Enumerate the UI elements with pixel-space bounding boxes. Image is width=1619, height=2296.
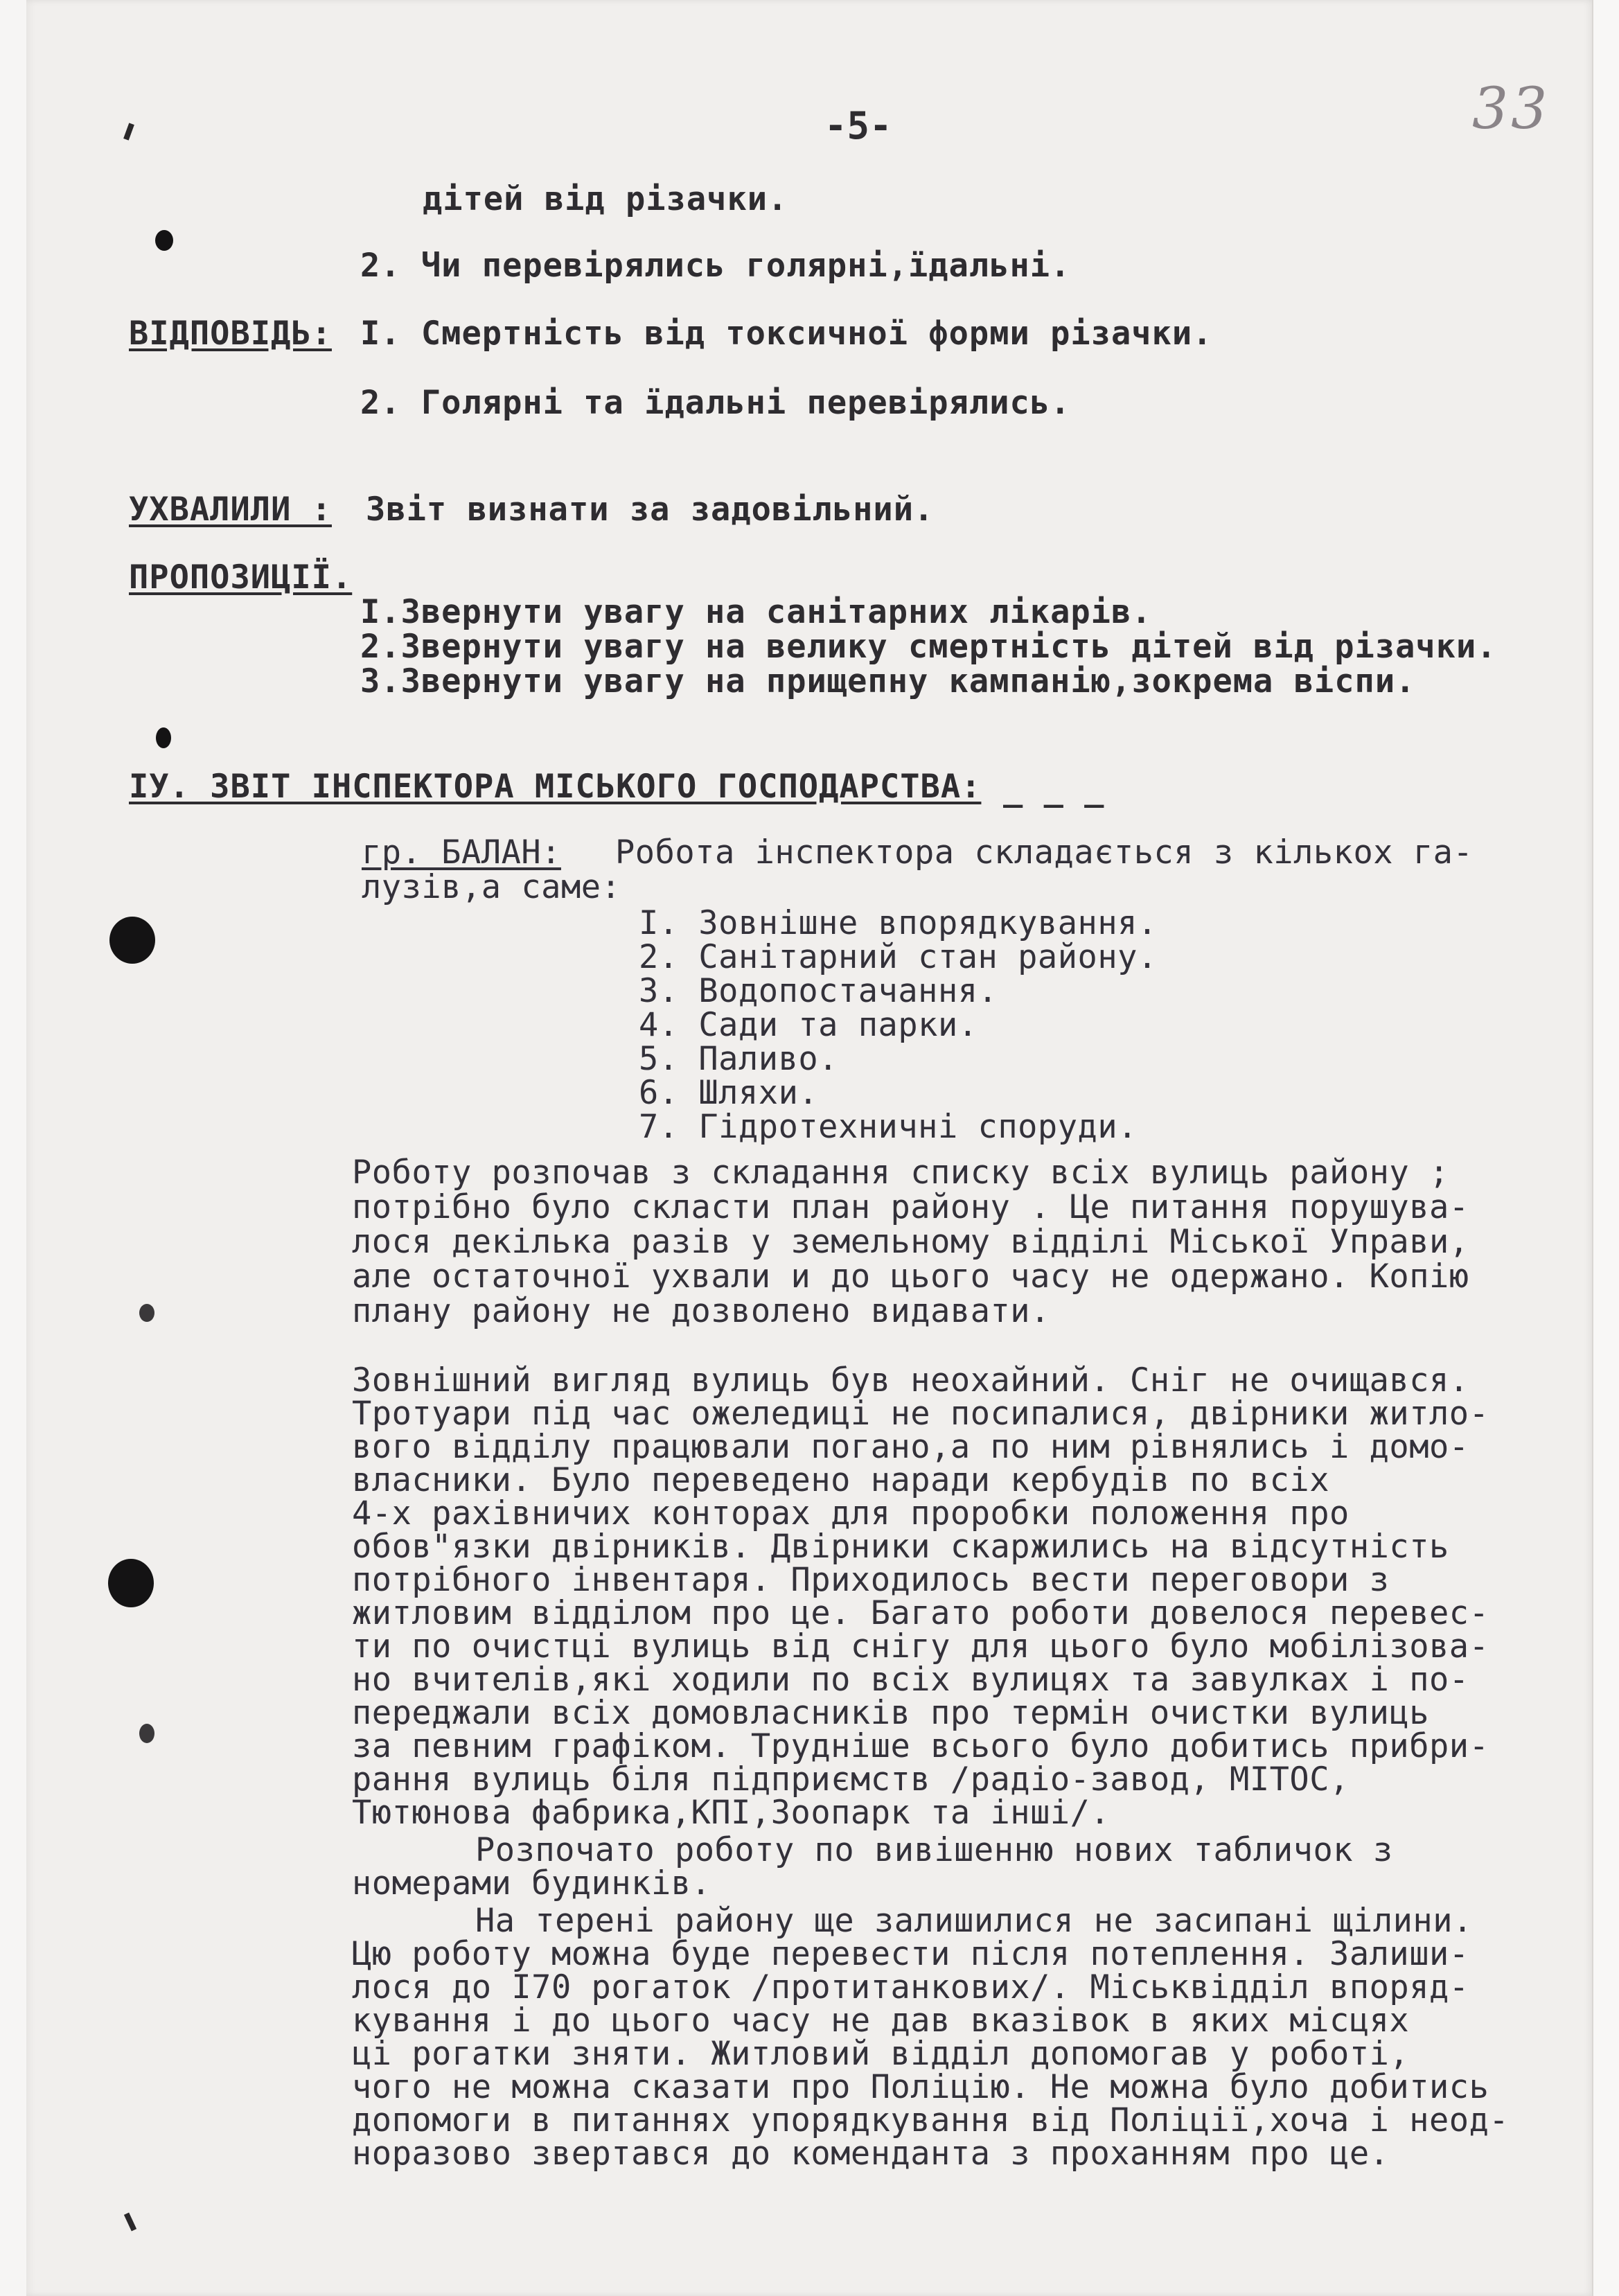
paragraph-line: норазово звертався до коменданта з проханням про це. [352,2135,1390,2173]
inspector-list-item: 5. Паливо. [639,1040,838,1078]
paragraph-line: але остаточної ухвали и до цього часу не одержано. Копію [352,1257,1469,1296]
paragraph-line: за певним графіком. Трудніше всього було добитись прибри- [352,1727,1489,1765]
paragraph-line: Роботу розпочав з складання списку всіх вулиць району ; [352,1154,1449,1192]
intro-line: лузів,а саме: [362,868,621,906]
inspector-list-item: 7. Гідротехничні споруди. [639,1108,1138,1146]
paragraph-line: допомоги в питаннях упорядкування від Поліції,хоча і неод- [352,2101,1510,2139]
binder-hole [139,1724,154,1743]
intro-line: Робота інспектора складається з кількох га- [615,833,1474,872]
section-heading: ІУ. ЗВІТ ІНСПЕКТОРА МІСЬКОГО ГОСПОДАРСТВА: [129,768,982,806]
binder-hole [108,1559,154,1607]
resolved-label: УХВАЛИЛИ : [129,491,332,529]
binder-hole [139,1304,154,1322]
paragraph-line: ти по очистці вулиць від снігу для цього було мобілізова- [352,1627,1489,1666]
proposals-label: ПРОПОЗИЦІЇ. [129,558,353,597]
page-number: -5- [824,104,892,148]
paragraph-line: вого відділу працювали погано,а по ним рівнялись і домо- [352,1428,1469,1466]
paragraph-line: плану району не дозволено видавати. [352,1292,1050,1330]
paragraph-line: житловим відділом про це. Багато роботи довелося перевес- [352,1594,1489,1632]
paragraph-line: 4-х рахівничих конторах для проробки положення про [352,1494,1350,1533]
binder-hole [155,230,173,251]
inspector-list-item: 2. Санітарний стан району. [639,938,1158,976]
paragraph-line: лося декілька разів у земельному відділі Міської Управи, [352,1223,1469,1261]
paragraph-line: потрібно було скласти план району . Це питання порушува- [352,1188,1469,1226]
text-line: 2. Чи перевірялись голярні,їдальні. [360,247,1071,285]
proposal-item: 2.Звернути увагу на велику смертність дітей від різачки. [360,628,1497,666]
paragraph-line: Цю роботу можна буде перевести після потеплення. Залиши- [352,1935,1469,1973]
answer-line: 2. Голярні та їдальні перевірялись. [360,384,1071,422]
paragraph-line: чого не можна сказати про Поліцію. Не можна було добитись [352,2068,1489,2106]
paragraph-line: Тротуари під час ожеледиці не посипалися, двірники житло- [352,1395,1489,1433]
inspector-list-item: І. Зовнішне впорядкування. [639,904,1158,942]
paragraph-line: Розпочато роботу по вивішенню нових табличок з [475,1831,1393,1869]
paragraph-line: переджали всіх домовласників про термін очистки вулиць [352,1694,1430,1732]
inspector-list-item: 6. Шляхи. [639,1074,819,1112]
paragraph-line: обов"язки двірників. Двірники скаржились на відсутність [352,1528,1449,1566]
paragraph-line: рання вулиць біля підприємств /радіо-завод, МІТОС, [352,1760,1350,1799]
paragraph-line: кування і до цього часу не дав вказівок в яких місцях [352,2002,1410,2040]
answer-line: І. Смертність від токсичної форми різачки. [360,315,1213,353]
paragraph-line: ці рогатки зняти. Житловий відділ допомогав у роботі, [352,2035,1410,2073]
paragraph-line: власники. Було переведено наради кербудів по всіх [352,1461,1330,1499]
paragraph-line: но вчителів,які ходили по всіх вулицях та завулках і по- [352,1661,1469,1699]
page-right-edge [1592,0,1619,2296]
section-heading-tail: _ _ _ [1003,770,1105,809]
paragraph-line: лося до І70 рогаток /протитанкових/. Міськвідділ впоряд- [352,1968,1469,2006]
binder-hole [156,727,171,748]
paragraph-line: Зовнішний вигляд вулиць був неохайний. Сніг не очищався. [352,1361,1469,1399]
proposal-item: 3.Звернути увагу на прищепну кампанію,зокрема віспи. [360,662,1416,700]
inspector-list-item: 4. Сади та парки. [639,1006,978,1044]
answer-label: ВІДПОВІДЬ: [129,315,332,353]
paragraph-line: потрібного інвентаря. Приходилось вести переговори з [352,1561,1390,1599]
text-line: дітей від різачки. [423,180,788,218]
proposal-item: І.Звернути увагу на санітарних лікарів. [360,593,1152,631]
speaker-label: гр. БАЛАН: [362,833,561,872]
paragraph-line: номерами будинків. [352,1864,711,1902]
resolved-text: Звіт визнати за задовільний. [366,491,935,529]
page-left-edge [0,0,27,2296]
paragraph-line: Тютюнова фабрика,КПІ,Зоопарк та інші/. [352,1794,1111,1832]
paragraph-line: На терені району ще залишилися не засипані щілини. [475,1902,1473,1940]
archive-page-number: 33 [1472,76,1550,142]
inspector-list-item: 3. Водопостачання. [639,972,998,1010]
binder-hole [109,917,155,964]
